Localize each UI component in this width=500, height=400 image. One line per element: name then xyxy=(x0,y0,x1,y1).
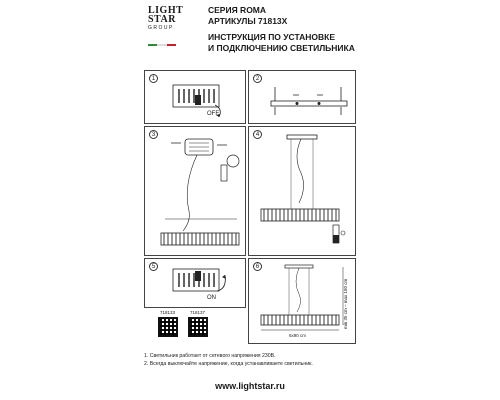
mounting-bracket-illustration xyxy=(267,81,353,119)
step-panel-3 xyxy=(144,126,246,256)
switch-on-label: ON xyxy=(207,295,216,301)
note-2: 2. Всегда выключайте напряжение, когда устанавливаете светильник. xyxy=(144,361,313,367)
step-number-2: 2 xyxy=(253,74,262,83)
series-label: СЕРИЯ ROMA xyxy=(208,5,267,15)
step-panel-1 xyxy=(144,70,246,124)
articles-label: АРТИКУЛЫ 71813X xyxy=(208,16,288,26)
step-panel-5 xyxy=(144,258,246,308)
brand-line2: STAR xyxy=(148,14,176,25)
height-dimension-label: min 35 cm – max 160 cm xyxy=(343,278,348,329)
step-panel-4 xyxy=(248,126,356,256)
note-1: 1. Светильник работает от сетевого напряжения 230В. xyxy=(144,353,276,359)
assembled-fixture-illustration xyxy=(253,131,353,253)
qr-code-1[interactable] xyxy=(158,317,178,337)
title-line1: ИНСТРУКЦИЯ ПО УСТАНОВКЕ xyxy=(208,32,336,42)
step-number-1: 1 xyxy=(149,74,158,83)
qr-code-2[interactable] xyxy=(188,317,208,337)
step-number-5: 5 xyxy=(149,262,158,271)
wiring-illustration xyxy=(151,133,243,253)
brand-logo xyxy=(148,6,190,33)
step-number-3: 3 xyxy=(149,130,158,139)
switch-off-label: OFF xyxy=(207,111,219,117)
brand-line3: GROUP xyxy=(148,25,174,31)
brand-line1: LIGHT xyxy=(148,5,184,16)
footer-url[interactable]: www.lightstar.ru xyxy=(215,381,285,391)
dimensions-illustration xyxy=(253,263,353,333)
step-number-4: 4 xyxy=(253,130,262,139)
qr-code-label-1: 718133 xyxy=(160,310,176,315)
step-panel-2 xyxy=(248,70,356,124)
qr-codes-area xyxy=(144,310,246,344)
step-panel-6 xyxy=(248,258,356,344)
title-line2: И ПОДКЛЮЧЕНИЮ СВЕТИЛЬНИКА xyxy=(208,43,355,53)
step-number-6: 6 xyxy=(253,262,262,271)
italy-flag xyxy=(148,44,176,46)
breaker-on-illustration xyxy=(165,263,245,305)
qr-code-label-2: 718137 xyxy=(190,310,206,315)
size-dimension-label: 6х90 cm xyxy=(289,333,307,338)
breaker-off-illustration xyxy=(165,79,245,123)
